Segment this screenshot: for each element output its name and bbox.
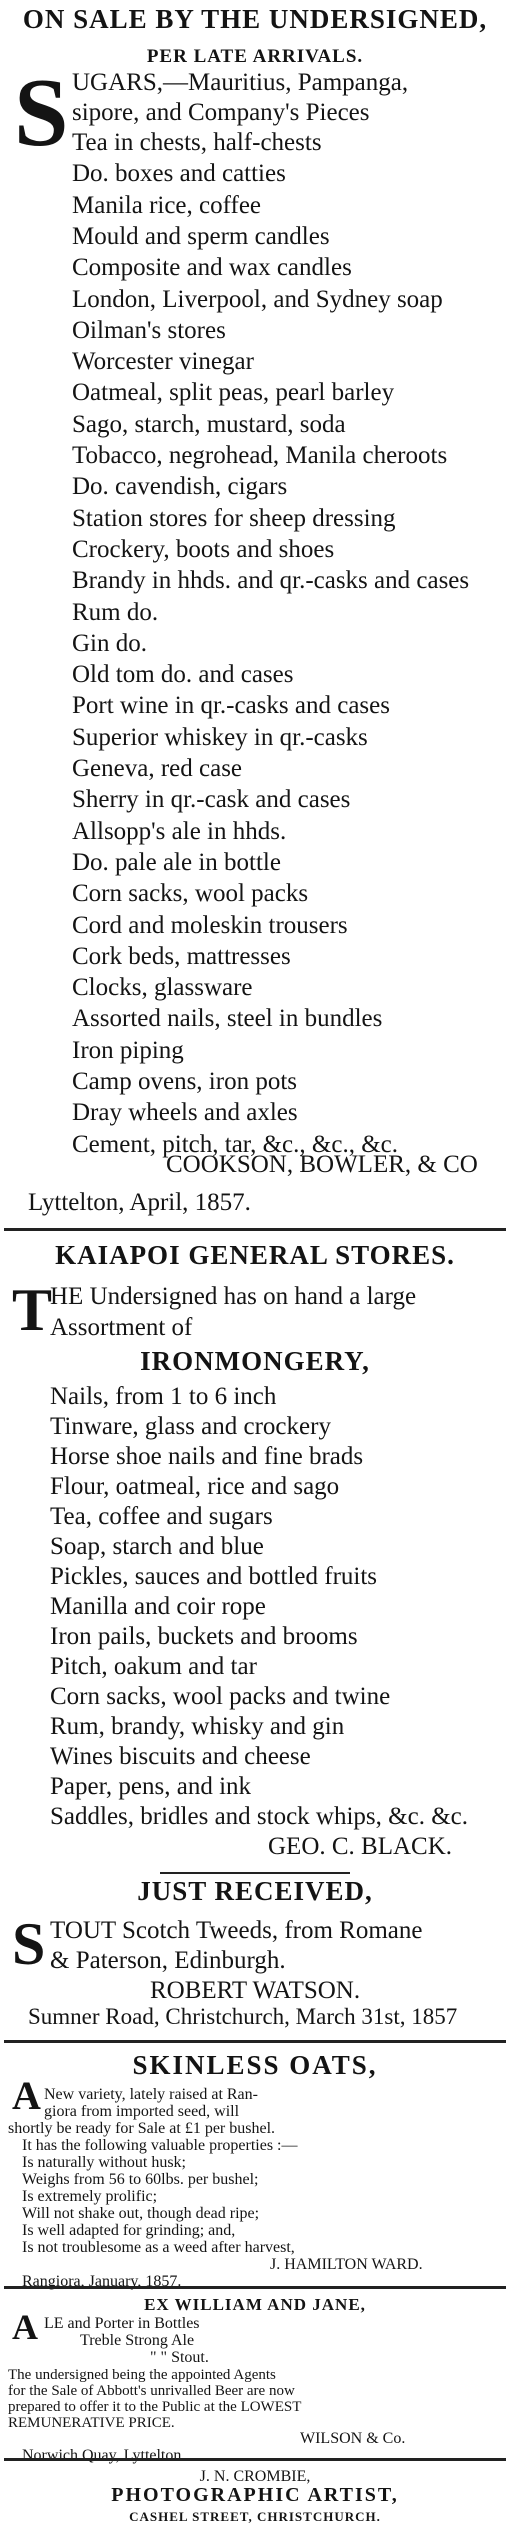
advertiser-signature: GEO. C. BLACK. [268, 1833, 453, 1860]
list-item: Do. boxes and catties [72, 160, 286, 188]
list-item: Sherry in qr.-cask and cases [72, 786, 351, 814]
drop-cap: S [14, 59, 69, 167]
list-item: Weighs from 56 to 60lbs. per bushel; [22, 2171, 259, 2188]
ad-heading: ON SALE BY THE UNDERSIGNED, [22, 4, 488, 34]
drop-cap: T [12, 1277, 53, 1343]
list-item: Assorted nails, steel in bundles [72, 1005, 383, 1033]
ad-text-line: UGARS,—Mauritius, Pampanga, [72, 69, 409, 96]
place-date: Lyttelton, April, 1857. [28, 1189, 251, 1216]
advertiser-signature: J. HAMILTON WARD. [270, 2256, 423, 2273]
list-item: Camp ovens, iron pots [72, 1068, 297, 1095]
ad-text-line: Assortment of [50, 1314, 193, 1341]
ad-text-line: HE Undersigned has on hand a large [50, 1283, 417, 1310]
list-item: Cement, pitch, tar, &c., &c., &c. [72, 1130, 398, 1158]
list-item: Will not shake out, though dead ripe; [22, 2205, 260, 2222]
list-item: Manila rice, coffee [72, 191, 262, 219]
list-item: Saddles, bridles and stock whips, &c. &c. [50, 1803, 468, 1830]
list-item: Corn sacks, wool packs [72, 880, 309, 908]
business-address: CASHEL STREET, CHRISTCHURCH. [129, 2509, 381, 2524]
drop-cap: A [12, 2073, 41, 2118]
ad-text-line: REMUNERATIVE PRICE. [8, 2415, 175, 2431]
ad-heading: KAIAPOI GENERAL STORES. [55, 1240, 455, 1270]
list-item: Is not troublesome as a weed after harvest, [22, 2239, 295, 2256]
list-item: Iron pails, buckets and brooms [50, 1623, 358, 1650]
list-item: Wines biscuits and cheese [50, 1743, 311, 1770]
list-item: Clocks, glassware [72, 974, 253, 1002]
column-rule [4, 2286, 506, 2289]
list-item: Superior whiskey in qr.-casks [72, 723, 368, 751]
cookson-bowler-advertisement [0, 0, 510, 1225]
ad-text-line: & Paterson, Edinburgh. [50, 1947, 286, 1974]
list-item: Horse shoe nails and fine brads [50, 1443, 364, 1470]
ad-text-line: Treble Strong Ale [80, 2332, 195, 2349]
ad-text-line: LE and Porter in Bottles [44, 2315, 200, 2332]
list-item: Cork beds, mattresses [72, 942, 291, 970]
list-item: Tinware, glass and crockery [50, 1413, 331, 1440]
list-item: Port wine in qr.-casks and cases [72, 692, 390, 720]
business-title: PHOTOGRAPHIC ARTIST, [111, 2484, 399, 2506]
ad-heading: EX WILLIAM AND JANE, [144, 2295, 366, 2314]
list-item: Gin do. [72, 629, 147, 657]
list-item: Geneva, red case [72, 755, 243, 782]
list-item: Brandy in hhds. and qr.-casks and cases [72, 567, 470, 595]
list-item: Pitch, oakum and tar [50, 1653, 257, 1680]
advertiser-signature: ROBERT WATSON. [150, 1977, 361, 2004]
ad-text-line: sipore, and Company's Pieces [72, 99, 370, 126]
list-item: Composite and wax candles [72, 254, 352, 282]
list-item: Rum do. [72, 598, 159, 626]
list-item: London, Liverpool, and Sydney soap [72, 285, 443, 313]
list-item: Oatmeal, split peas, pearl barley [72, 379, 395, 407]
ad-text-line: New variety, lately raised at Ran- [44, 2086, 258, 2103]
ad-text-line: shortly be ready for Sale at £1 per bushel. [8, 2120, 276, 2137]
list-item: Tobacco, negrohead, Manila cheroots [72, 442, 448, 469]
ad-text-line: The undersigned being the appointed Agents [8, 2367, 276, 2383]
list-item: Old tom do. and cases [72, 661, 294, 689]
ad-text-line: for the Sale of Abbott's unrivalled Beer are now [8, 2383, 295, 2399]
list-item: Pickles, sauces and bottled fruits [50, 1563, 378, 1590]
list-item: Dray wheels and axles [72, 1099, 298, 1127]
advertiser-signature: COOKSON, BOWLER, & CO [166, 1151, 478, 1178]
advertiser-signature: WILSON & Co. [300, 2430, 406, 2447]
ad-text-line: giora from imported seed, will [44, 2103, 240, 2120]
list-item: Soap, starch and blue [50, 1533, 264, 1560]
list-item: Oilman's stores [72, 316, 226, 344]
list-item: Manilla and coir rope [50, 1593, 266, 1620]
list-item: Is naturally without husk; [22, 2154, 186, 2171]
ad-text-line: TOUT Scotch Tweeds, from Romane [50, 1917, 423, 1944]
list-item: Cord and moleskin trousers [72, 911, 348, 939]
list-item: Sago, starch, mustard, soda [72, 410, 346, 438]
list-item: Tea in chests, half-chests [72, 129, 322, 156]
list-item: Rum, brandy, whisky and gin [50, 1713, 345, 1740]
list-item: Paper, pens, and ink [50, 1773, 252, 1800]
place-date: Norwich Quay, Lyttelton. [22, 2447, 186, 2464]
drop-cap: A [12, 2307, 38, 2347]
ad-subheading: IRONMONGERY, [140, 1346, 370, 1376]
column-rule [4, 2458, 506, 2461]
ad-text-line: It has the following valuable properties :— [22, 2137, 298, 2154]
ad-text-line: prepared to offer it to the Public at the LOWEST [8, 2399, 302, 2415]
ad-text-line: " " Stout. [150, 2349, 209, 2366]
list-item: Crockery, boots and shoes [72, 535, 335, 563]
ad-subheading: PER LATE ARRIVALS. [146, 46, 364, 67]
list-item: Worcester vinegar [72, 348, 254, 376]
list-item: Mould and sperm candles [72, 222, 330, 250]
ad-heading: SKINLESS OATS, [132, 2050, 378, 2080]
advertiser-name: J. N. CROMBIE, [199, 2468, 311, 2485]
list-item: Tea, coffee and sugars [50, 1503, 273, 1530]
place-date: Sumner Road, Christchurch, March 31st, 1857 [28, 2004, 458, 2029]
list-item: Corn sacks, wool packs and twine [50, 1683, 391, 1710]
column-rule [4, 1228, 506, 1231]
list-item: Is extremely prolific; [22, 2188, 158, 2205]
drop-cap: S [12, 1911, 46, 1977]
ad-heading: JUST RECEIVED, [137, 1876, 373, 1906]
list-item: Do. pale ale in bottle [72, 848, 281, 876]
place-date: Rangiora, January, 1857. [22, 2273, 182, 2290]
column-rule [4, 2040, 506, 2043]
list-item: Allsopp's ale in hhds. [72, 817, 287, 845]
list-item: Station stores for sheep dressing [72, 504, 396, 532]
list-item: Nails, from 1 to 6 inch [50, 1383, 277, 1410]
list-item: Flour, oatmeal, rice and sago [50, 1473, 340, 1500]
list-item: Do. cavendish, cigars [72, 473, 288, 501]
separator-rule [160, 1872, 350, 1874]
list-item: Is well adapted for grinding; and, [22, 2222, 236, 2239]
list-item: Iron piping [72, 1036, 184, 1064]
